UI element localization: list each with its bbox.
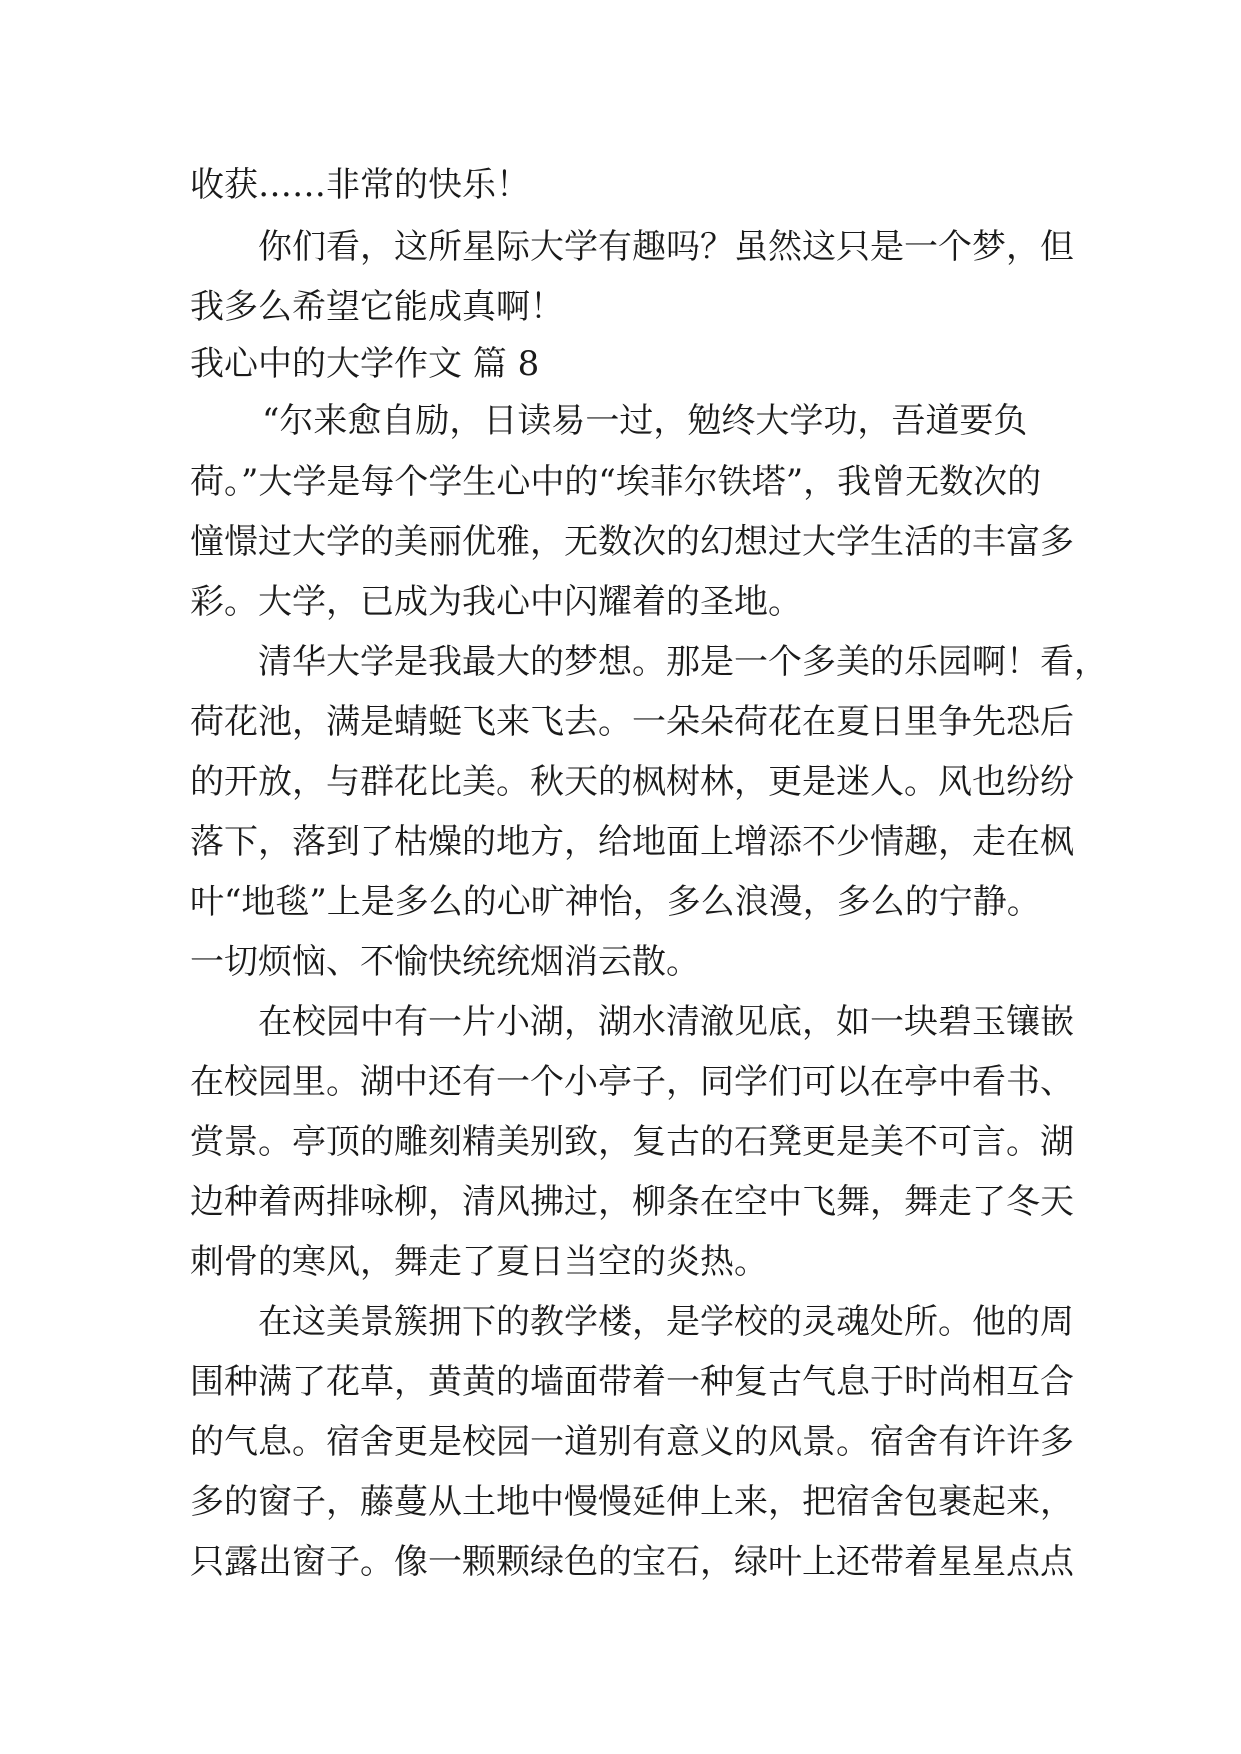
text-line: 彩。大学，已成为我心中闪耀着的圣地。 (190, 582, 802, 622)
text-line: 边种着两排咏柳，清风拂过，柳条在空中飞舞，舞走了冬天 (190, 1182, 1074, 1222)
text-line: 在校园里。湖中还有一个小亭子，同学们可以在亭中看书、 (190, 1062, 1074, 1102)
text-line: 刺骨的寒风，舞走了夏日当空的炎热。 (190, 1242, 768, 1282)
text-line: 的气息。宿舍更是校园一道别有意义的风景。宿舍有许许多 (190, 1422, 1074, 1462)
text-line: 多的窗子，藤蔓从土地中慢慢延伸上来，把宿舍包裹起来， (190, 1482, 1074, 1522)
text-line: 你们看，这所星际大学有趣吗？虽然这只是一个梦，但 (258, 227, 1074, 267)
text-line: 我多么希望它能成真啊！ (190, 287, 564, 327)
section-heading: 我心中的大学作文 篇 8 (190, 344, 540, 384)
text-line: 落下，落到了枯燥的地方，给地面上增添不少情趣，走在枫 (190, 822, 1074, 862)
text-line: 收获……非常的快乐！ (190, 165, 530, 205)
text-line: 只露出窗子。像一颗颗绿色的宝石，绿叶上还带着星星点点 (190, 1542, 1074, 1582)
text-line: 憧憬过大学的美丽优雅，无数次的幻想过大学生活的丰富多 (190, 522, 1074, 562)
text-line: 在校园中有一片小湖，湖水清澈见底，如一块碧玉镶嵌 (258, 1002, 1074, 1042)
text-line: 荷花池，满是蜻蜓飞来飞去。一朵朵荷花在夏日里争先恐后 (190, 702, 1074, 742)
text-line: 赏景。亭顶的雕刻精美别致，复古的石凳更是美不可言。湖 (190, 1122, 1074, 1162)
text-line: 的开放，与群花比美。秋天的枫树林，更是迷人。风也纷纷 (190, 762, 1074, 802)
text-line: 清华大学是我最大的梦想。那是一个多美的乐园啊！看， (258, 642, 1108, 682)
text-line: 叶“地毯”上是多么的心旷神怡，多么浪漫，多么的宁静。 (190, 882, 1041, 922)
text-line: 荷。”大学是每个学生心中的“埃菲尔铁塔”，我曾无数次的 (190, 462, 1042, 502)
text-line: 在这美景簇拥下的教学楼，是学校的灵魂处所。他的周 (258, 1302, 1074, 1342)
text-line: 一切烦恼、不愉快统统烟消云散。 (190, 942, 700, 982)
text-line: 围种满了花草，黄黄的墙面带着一种复古气息于时尚相互合 (190, 1362, 1074, 1402)
text-line: “尔来愈自励，日读易一过，勉终大学功，吾道要负 (262, 401, 1028, 441)
